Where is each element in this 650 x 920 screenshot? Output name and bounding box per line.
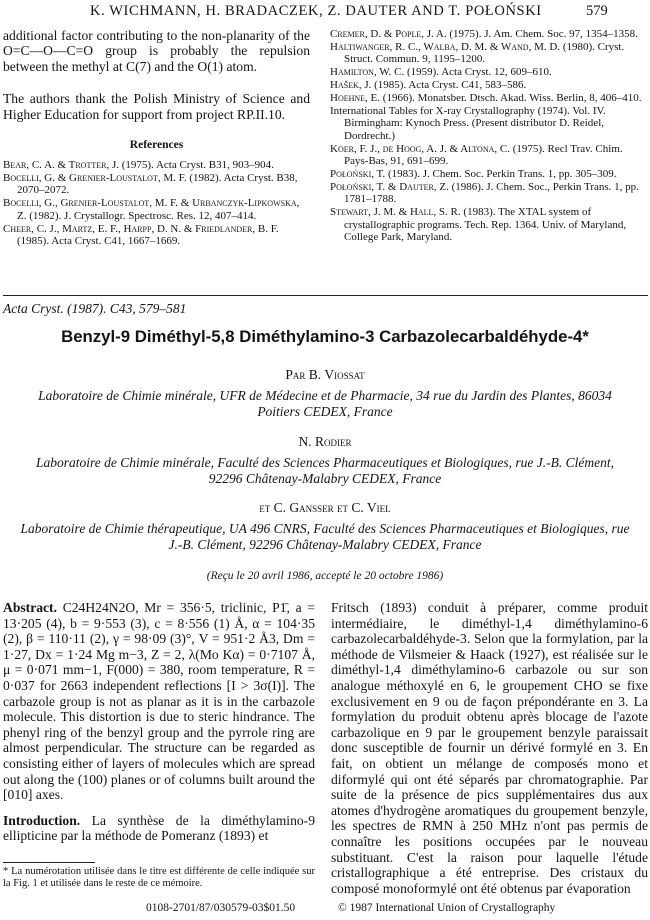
footnote: * La numérotation utilisée dans le titre est différente de celle indiquée sur la Fig. 1 et utilisée dans le reste de ce mémoire. <box>3 866 315 889</box>
received-dates: (Reçu le 20 avril 1986, accepté le 20 octobre 1986) <box>206 570 444 582</box>
reference-entry <box>330 41 648 66</box>
reference-details: (1980). Cryst. Struct. Commun. 9, 1195–1200. <box>344 40 625 66</box>
reference-details: (1975). Recl Trav. Chim. Pays-Bas, 91, 691–699. <box>344 142 623 168</box>
article-title: Benzyl-9 Diméthyl-5,8 Diméthylamino-3 Carbazolecarbaldéhyde-4* <box>61 327 589 346</box>
reference-entry <box>3 197 310 222</box>
header-authors: K. WICHMANN, H. BRADACZEK, Z. DAUTER AND T. POŁOŃSKI <box>90 3 542 19</box>
previous-article-right-column <box>330 28 648 244</box>
reference-details: (1985). Acta Cryst. C41, 1667–1669. <box>17 234 181 247</box>
reference-entry <box>330 206 648 243</box>
reference-details: (1983). J. Chem. Soc. Perkin Trans. 1, pp. 305–309. <box>385 167 617 180</box>
previous-article-left-column <box>3 28 310 248</box>
reference-details: (1983). The XTAL system of crystallographic programs. Tech. Rep. 1364. Univ. of Maryland, College Park, Maryland. <box>344 206 627 243</box>
affiliation-3: Laboratoire de Chimie thérapeutique, UA 496 CNRS, Faculté des Sciences Pharmaceutiques et Biologiques, rue J.-B. Clément, 92296 Châtenay-Malabry CEDEX, France <box>20 521 630 552</box>
reference-details: International Tables for X-ray Crystallography (1974). Vol. IV. Birmingham: Kynoch Press. (Present distributor D. Reidel, Dordrecht.) <box>330 104 606 142</box>
references-heading: References <box>129 139 184 152</box>
affiliation-1: Laboratoire de Chimie minérale, UFR de Médecine et de Pharmacie, 34 rue du Jardin des Plantes, 86034 Poitiers CEDEX, France <box>38 388 612 419</box>
reference-authors: Bear, C. A. & Trotter, J. <box>3 159 119 172</box>
running-header <box>0 3 650 21</box>
reference-authors: Hamilton, W. C. <box>330 66 405 79</box>
body-left-column <box>3 600 315 844</box>
reference-details: (1985). Acta Cryst. C41, 583–586. <box>371 79 527 92</box>
reference-authors: Haltiwanger, R. C., Walba, D. M. & Wand, M. D. <box>330 40 561 53</box>
affiliation-2: Laboratoire de Chimie minérale, Faculté des Sciences Pharmaceutiques et Biologiques, rue J.-B. Clément, 92296 Châtenay-Malabry CEDEX, France <box>36 455 614 486</box>
acknowledgement: The authors thank the Polish Ministry of Science and Higher Education for support from project RP.II.10. <box>3 91 310 122</box>
abstract-text: C24H24N2O, Mr = 356·5, triclinic, P1̄, a = 13·205 (4), b = 9·553 (3), c = 8·556 (1) Å, α = 104·35 (2), β = 110·11 (2), γ = 98·09 (3)°, V = 951·2 Å3, Dm = 1·27, Dx = 1·24 Mg m−3, Z = 2, λ(Mo Kα) = 0·7107 Å, μ = 0·071 mm−1, F(000) = 380, room temperature, R = 0·037 for 2663 independent reflections [I > 3σ(I)]. The carbazole group is not as planar as it is in the carbazole molecule. This distortion is due to steric hindrance. The phenyl ring of the benzyl group and the pyrrole ring are almost perpendicular. The structure can be regarded as consisting either of layers of molecules which are spread out along the (100) planes or of columns built around the [010] axes. <box>3 600 315 803</box>
abstract <box>3 600 315 803</box>
reference-entry <box>330 28 648 40</box>
reference-authors: Cremer, D. & Pople, J. A. <box>330 28 447 40</box>
references-list-left <box>3 159 310 247</box>
article-citation: Acta Cryst. (1987). C43, 579–581 <box>3 301 187 316</box>
body-text: Fritsch (1893) conduit à préparer, comme produit intermédiaire, le diméthyl-1,4 diméthylamino-6 carbazolecarbaldéhyde-3. Selon que la formylation, par la méthode de Vilsmeier & Haack (1927), est réalisée sur le diméthyl-1,4 diméthylamino-6 carbazole ou sur son analogue méthoxylé en 6, le groupement CHO se fixe exclusivement en 9 ou de façon prépondérante en 3. La formylation du produit obtenu après blocage de l'azote carbazolique en 9 par le groupement benzyle paraissait donc susceptible de fournir un dérivé formylé en 3. En fait, on obtient un mélange de composés mono et diformylé qui ont été séparés par chromatographie. Par suite de la présence de pics supplémentaires dus aux atomes d'hydrogène aromatiques du groupement benzyle, les spectres de RMN à 250 MHz n'ont pas permis de connaître les positions occupées par le nouveau substituant. C'est la raison pour laquelle l'étude cristallographique a été entreprise. Des cristaux du composé monoformylé ont été obtenus par évaporation <box>331 600 648 896</box>
author-1: Par B. Viossat <box>285 367 365 382</box>
reference-entry <box>330 79 648 91</box>
reference-authors: Stewart, J. M. & Hall, S. R. <box>330 206 461 219</box>
author-2: N. Rodier <box>298 434 352 449</box>
reference-authors: Połoński, T. & Dauter, Z. <box>330 180 449 193</box>
reference-entry <box>3 159 310 171</box>
introduction <box>3 813 315 844</box>
footnote-rule <box>3 862 95 863</box>
reference-authors: Hoehne, E. <box>330 92 381 105</box>
reference-details: (1982). Acta Cryst. B38, 2070–2072. <box>17 171 298 197</box>
copyright: © 1987 International Union of Crystallography <box>338 902 556 914</box>
author-3: et C. Gansser et C. Viel <box>259 500 391 515</box>
reference-details: (1982). J. Crystallogr. Spectrosc. Res. 12, 407–414. <box>26 209 257 222</box>
reference-entry <box>330 105 648 142</box>
reference-details: (1959). Acta Cryst. 12, 609–610. <box>404 66 552 79</box>
reference-authors: Koer, F. J., de Hoog, A. J. & Altona, C. <box>330 142 510 155</box>
introduction-text: La synthèse de la diméthylamino-9 ellipticine par la méthode de Pomeranz (1893) et <box>3 812 315 844</box>
reference-authors: Hašek, J. <box>330 79 372 92</box>
reference-entry <box>330 143 648 168</box>
body-right-column <box>331 600 648 896</box>
reference-authors: Cheer, C. J., Martz, E. F., Harpp, D. N. & Friedlander, B. F. <box>3 222 279 235</box>
reference-entry <box>3 172 310 197</box>
reference-details: (1986). J. Chem. Soc., Perkin Trans. 1, pp. 1781–1788. <box>344 180 639 206</box>
introduction-label: Introduction. <box>3 812 81 828</box>
reference-details: (1975). Acta Cryst. B31, 903–904. <box>118 159 274 172</box>
page-number: 579 <box>586 3 608 19</box>
abstract-label: Abstract. <box>3 600 57 615</box>
reference-authors: Połoński, T. <box>330 167 386 180</box>
reference-entry <box>330 181 648 206</box>
reference-entry <box>3 223 310 248</box>
reference-authors: Bocelli, G., Grenier-Loustalot, M. F. & Urbanczyk-Lipkowska, Z. <box>3 197 300 222</box>
reference-entry <box>330 66 648 78</box>
references-list-right <box>330 28 648 243</box>
reference-entry <box>330 168 648 180</box>
closing-paragraph: additional factor contributing to the non-planarity of the O=C—O—C=O group is probably the repulsion between the methyl at C(7) and the O(1) atom. <box>3 28 310 74</box>
article-code: 0108-2701/87/030579-03$01.50 <box>146 902 296 914</box>
reference-entry <box>330 92 648 104</box>
article-divider <box>3 295 648 296</box>
reference-details: (1966). Monatsber. Dtsch. Akad. Wiss. Berlin, 8, 406–410. <box>380 92 642 105</box>
reference-details: (1975). J. Am. Chem. Soc. 97, 1354–1358. <box>446 28 638 40</box>
reference-authors: Bocelli, G. & Grenier-Loustalot, M. F. <box>3 171 187 184</box>
